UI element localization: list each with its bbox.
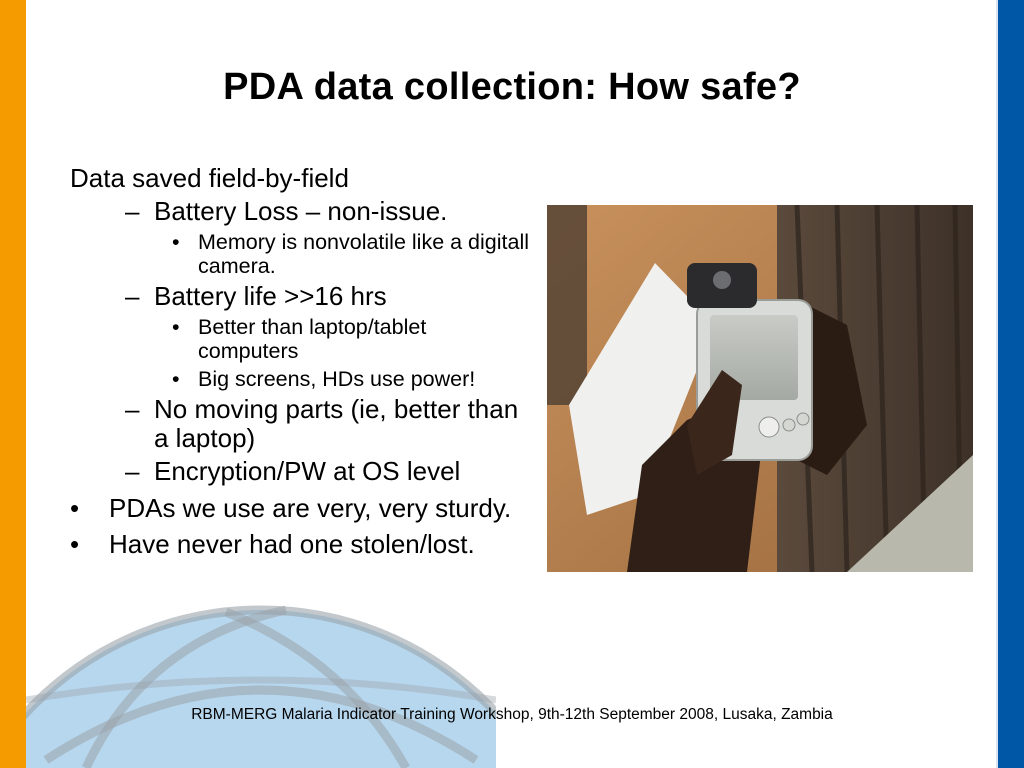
main-point: Data saved field-by-field [70,163,349,193]
footer-text: RBM-MERG Malaria Indicator Training Workshop, 9th-12th September 2008, Lusaka, Zambia [191,706,833,723]
right-accent-bar [998,0,1024,768]
slide-title: PDA data collection: How safe? [223,66,801,108]
sub-point-text: Battery Loss – non-issue. [154,196,448,226]
sub-point-text: No moving parts (ie, better than a laptop) [154,394,519,453]
sub-point-text: Battery life >>16 hrs [154,281,387,311]
pda-photo [547,205,973,572]
detail-text: Big screens, HDs use power! [198,367,476,391]
bullet-never-stolen [70,530,530,558]
dot-marker: • [172,315,180,339]
dot-marker: • [172,230,180,254]
dot-marker: • [70,493,80,523]
dot-marker: • [70,529,80,559]
slide-body [70,163,530,558]
left-accent-bar [0,0,26,768]
sub-point-battery-loss [70,197,530,226]
detail-big-screens [70,367,530,391]
detail-memory [70,230,530,278]
dash-marker: – [125,281,140,311]
bullet-text: PDAs we use are very, very sturdy. [109,493,512,523]
dash-marker: – [125,456,140,486]
bullet-text: Have never had one stolen/lost. [109,529,475,559]
dash-marker: – [125,394,140,424]
sub-point-text: Encryption/PW at OS level [154,456,461,486]
bullet-sturdy [70,494,530,522]
dot-marker: • [172,367,180,391]
globe-decoration [26,600,496,768]
detail-text: Memory is nonvolatile like a digitall camera. [198,230,530,278]
dash-marker: – [125,196,140,226]
sub-point-no-moving-parts [70,395,530,453]
detail-better [70,315,530,363]
sub-point-battery-life [70,282,530,311]
sub-point-encryption [70,457,530,486]
detail-text: Better than laptop/tablet computers [198,315,427,363]
